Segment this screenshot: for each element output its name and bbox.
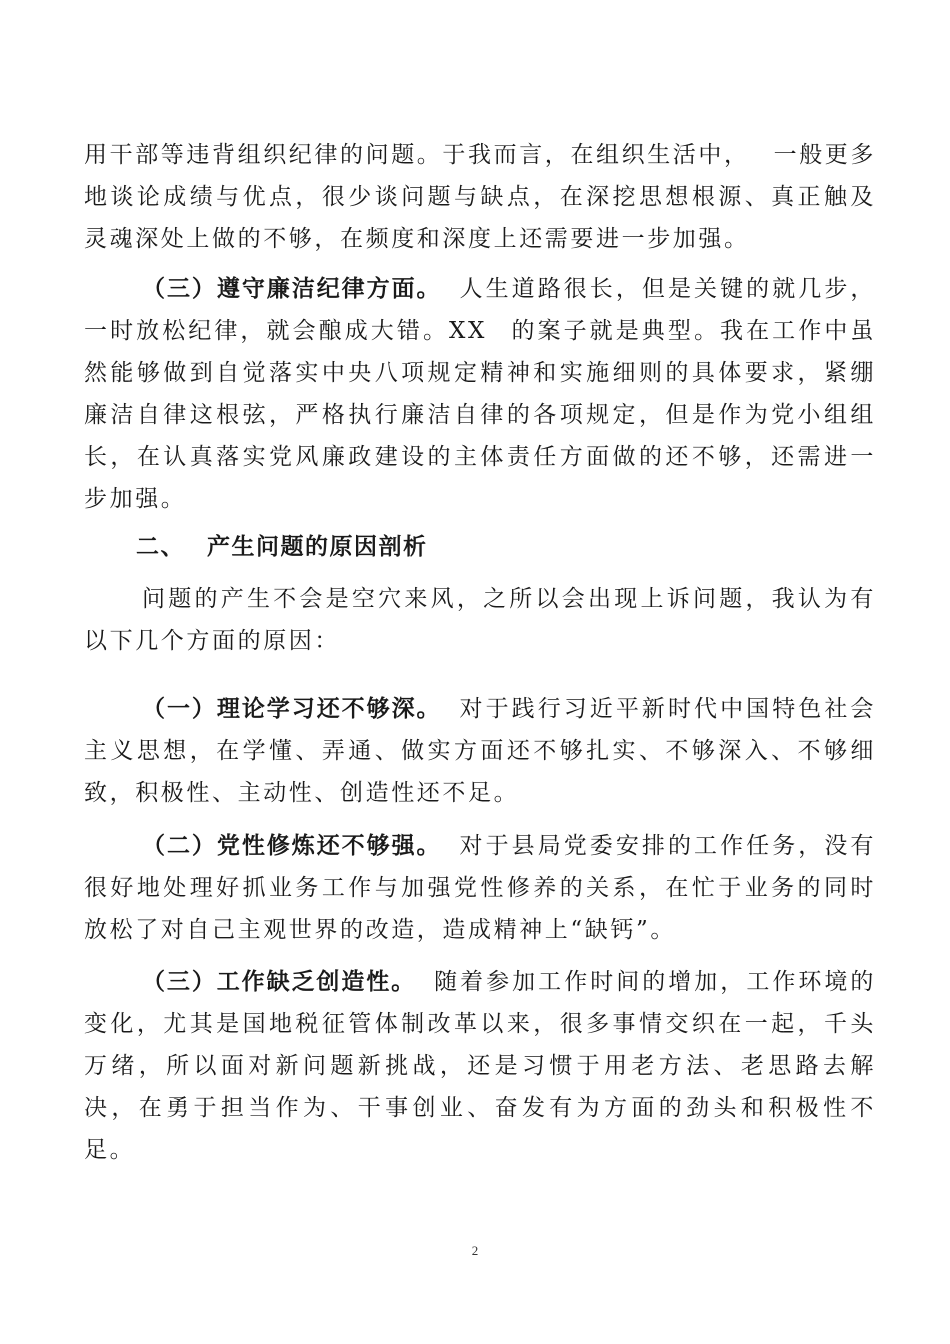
section-lead-integrity: （三）遵守廉洁纪律方面。 [142, 276, 442, 302]
paragraph-organization-discipline [84, 134, 876, 260]
paragraph-text: 人生道路很长，但是关键的就几步，一时放松纪律，就会酿成大错。XX [84, 276, 876, 344]
section-heading-cause-analysis [136, 526, 428, 568]
paragraph-theory-study [84, 688, 876, 814]
heading-number: 二、 [136, 534, 185, 560]
heading-text: 产生问题的原因剖析 [207, 534, 428, 560]
paragraph-integrity-discipline [84, 268, 876, 520]
paragraph-cause-intro [84, 578, 876, 662]
paragraph-text: 随着参加工作时间的增加，工作环境的变化，尤其是国地税征管体制改革以来，很多事情交织在一起，千头万绪，所以面对新问题新挑战，还是习惯于用老方法、老思路去解决，在勇于担当作为、干事创业、奋发有为方面的劲头和积极性不足。 [84, 969, 877, 1163]
section-lead-theory: （一）理论学习还不够深。 [142, 696, 442, 722]
section-lead-creativity: （三）工作缺乏创造性。 [142, 969, 417, 995]
paragraph-text: 用干部等违背组织纪律的问题。于我而言，在组织生活中， [84, 142, 750, 168]
page-number: 2 [471, 1243, 479, 1258]
paragraph-creativity [84, 961, 876, 1171]
paragraph-text-continued: 一般更多地谈论成绩与优点，很少谈问题与缺点，在深挖思想根源、真正触及灵魂深处上做的不够，在频度和深度上还需要进一步加强。 [84, 142, 877, 252]
paragraph-text: 对于践行习近平新时代中国特色社会主义思想，在学懂、弄通、做实方面还不够扎实、不够深入、不够细致，积极性、主动性、创造性还不足。 [84, 696, 876, 806]
paragraph-text: 对于县局党委安排的工作任务，没有很好地处理好抓业务工作与加强党性修养的关系，在忙于业务的同时放松了对自己主观世界的改造，造成精神上“缺钙”。 [84, 833, 876, 943]
paragraph-text: 问题的产生不会是空穴来风，之所以会出现上诉问题，我认为有以下几个方面的原因： [84, 586, 876, 654]
paragraph-text-continued: 的案子就是典型。我在工作中虽然能够做到自觉落实中央八项规定精神和实施细则的具体要求，紧绷廉洁自律这根弦，严格执行廉洁自律的各项规定，但是作为党小组组长，在认真落实党风廉政建设的主体责任方面做的还不够，还需进一步加强。 [84, 318, 876, 512]
paragraph-party-spirit [84, 825, 876, 951]
section-lead-party-spirit: （二）党性修炼还不够强。 [142, 833, 442, 859]
